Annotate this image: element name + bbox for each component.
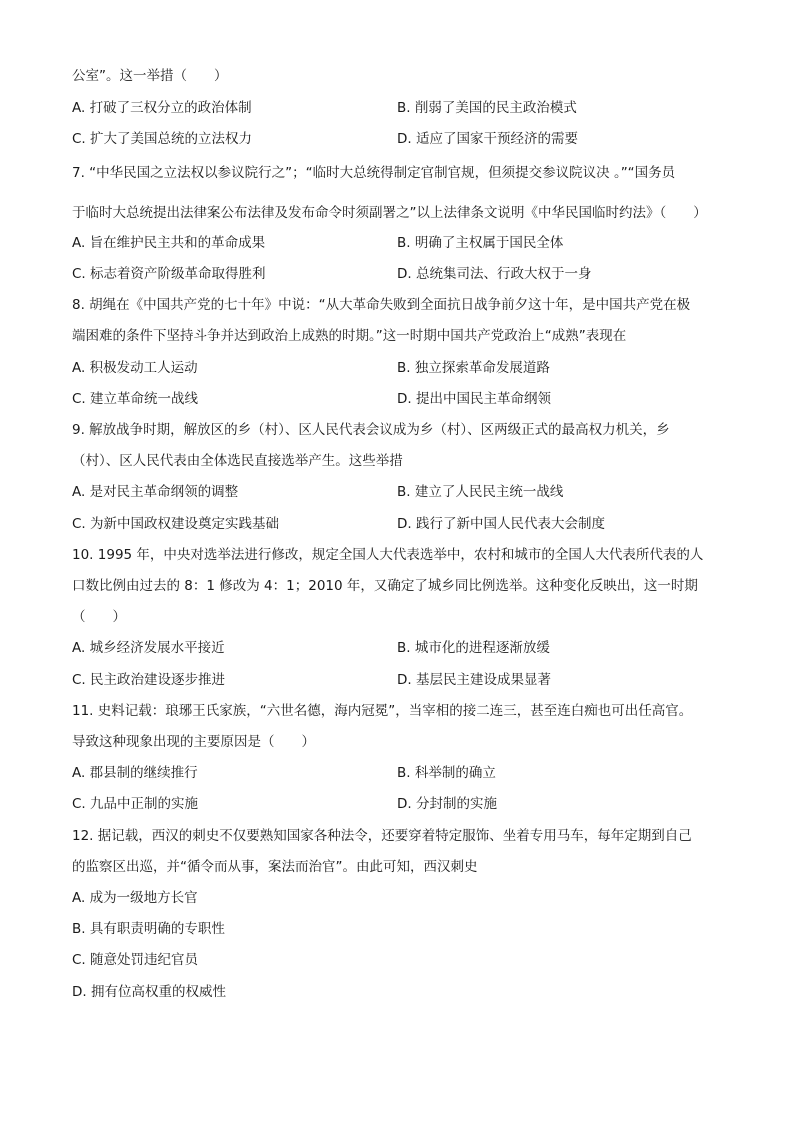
q7-option-b: B. 明确了主权属于国民全体 <box>397 235 564 251</box>
q6-option-a: A. 打破了三权分立的政治体制 <box>72 100 252 116</box>
q9-option-d: D. 践行了新中国人民代表大会制度 <box>397 516 605 532</box>
q8-stem-line-2: 端困难的条件下坚持斗争并达到政治上成熟的时期。”这一时期中国共产党政治上“成熟”表现在 <box>72 328 627 344</box>
q10-option-d: D. 基层民主建设成果显著 <box>397 672 551 688</box>
q7-option-c: C. 标志着资产阶级革命取得胜利 <box>72 266 266 282</box>
q9-option-b: B. 建立了人民民主统一战线 <box>397 484 564 500</box>
q11-stem-line-2: 导致这种现象出现的主要原因是（ ） <box>72 734 315 750</box>
q8-option-d: D. 提出中国民主革命纲领 <box>397 391 551 407</box>
q6-stem-tail: 公室”。这一举措（ ） <box>72 68 228 84</box>
q7-option-a: A. 旨在维护民主共和的革命成果 <box>72 235 266 251</box>
q11-stem-line-1: 11. 史料记载：琅琊王氏家族，“六世名德，海内冠冕”，当宰相的接二连三，甚至连白痴也可出任高官。 <box>72 703 693 719</box>
q10-option-a: A. 城乡经济发展水平接近 <box>72 640 225 656</box>
q8-option-b: B. 独立探索革命发展道路 <box>397 360 550 376</box>
q9-stem-line-2: （村）、区人民代表由全体选民直接选举产生。这些举措 <box>72 453 403 469</box>
q11-option-d: D. 分封制的实施 <box>397 796 497 812</box>
q12-option-d: D. 拥有位高权重的权威性 <box>72 984 226 1000</box>
q10-option-c: C. 民主政治建设逐步推进 <box>72 672 226 688</box>
q8-option-c: C. 建立革命统一战线 <box>72 391 199 407</box>
q6-option-b: B. 削弱了美国的民主政治模式 <box>397 100 577 116</box>
q7-option-d: D. 总统集司法、行政大权于一身 <box>397 266 592 282</box>
q8-option-a: A. 积极发动工人运动 <box>72 360 198 376</box>
q9-option-c: C. 为新中国政权建设奠定实践基础 <box>72 516 280 532</box>
q12-option-b: B. 具有职责明确的专职性 <box>72 921 225 937</box>
q12-stem-line-2: 的监察区出巡，并“循令而从事，案法而治官”。由此可知，西汉刺史 <box>72 859 478 875</box>
q10-stem-line-2: 口数比例由过去的 8：1 修改为 4：1；2010 年，又确定了城乡同比例选举。这种变化反映出，这一时期 <box>72 578 698 594</box>
q8-stem-line-1: 8. 胡绳在《中国共产党的七十年》中说：“从大革命失败到全面抗日战争前夕这十年，是中国共产党在极 <box>72 297 691 313</box>
q12-option-c: C. 随意处罚违纪官员 <box>72 952 199 968</box>
q9-stem-line-1: 9. 解放战争时期，解放区的乡（村）、区人民代表会议成为乡（村）、区两级正式的最高权力机关，乡 <box>72 422 670 438</box>
q6-option-c: C. 扩大了美国总统的立法权力 <box>72 131 253 147</box>
q6-option-d: D. 适应了国家干预经济的需要 <box>397 131 578 147</box>
q11-option-b: B. 科举制的确立 <box>397 765 496 781</box>
q11-option-a: A. 郡县制的继续推行 <box>72 765 198 781</box>
q7-stem-line-2: 于临时大总统提出法律案公布法律及发布命令时须副署之”以上法律条文说明《中华民国临时约法》（ ） <box>72 205 707 221</box>
q11-option-c: C. 九品中正制的实施 <box>72 796 199 812</box>
q7-stem-line-1: 7. “中华民国之立法权以参议院行之”；“临时大总统得制定官制官规，但须提交参议院议决 。”“国务员 <box>72 165 676 181</box>
q10-stem-line-1: 10. 1995 年，中央对选举法进行修改，规定全国人大代表选举中，农村和城市的全国人大代表所代表的人 <box>72 547 704 563</box>
q12-option-a: A. 成为一级地方长官 <box>72 890 198 906</box>
q10-stem-line-3: （ ） <box>72 609 126 625</box>
q9-option-a: A. 是对民主革命纲领的调整 <box>72 484 239 500</box>
q12-stem-line-1: 12. 据记载，西汉的刺史不仅要熟知国家各种法令，还要穿着特定服饰、坐着专用马车，每年定期到自己 <box>72 828 692 844</box>
q10-option-b: B. 城市化的进程逐渐放缓 <box>397 640 550 656</box>
